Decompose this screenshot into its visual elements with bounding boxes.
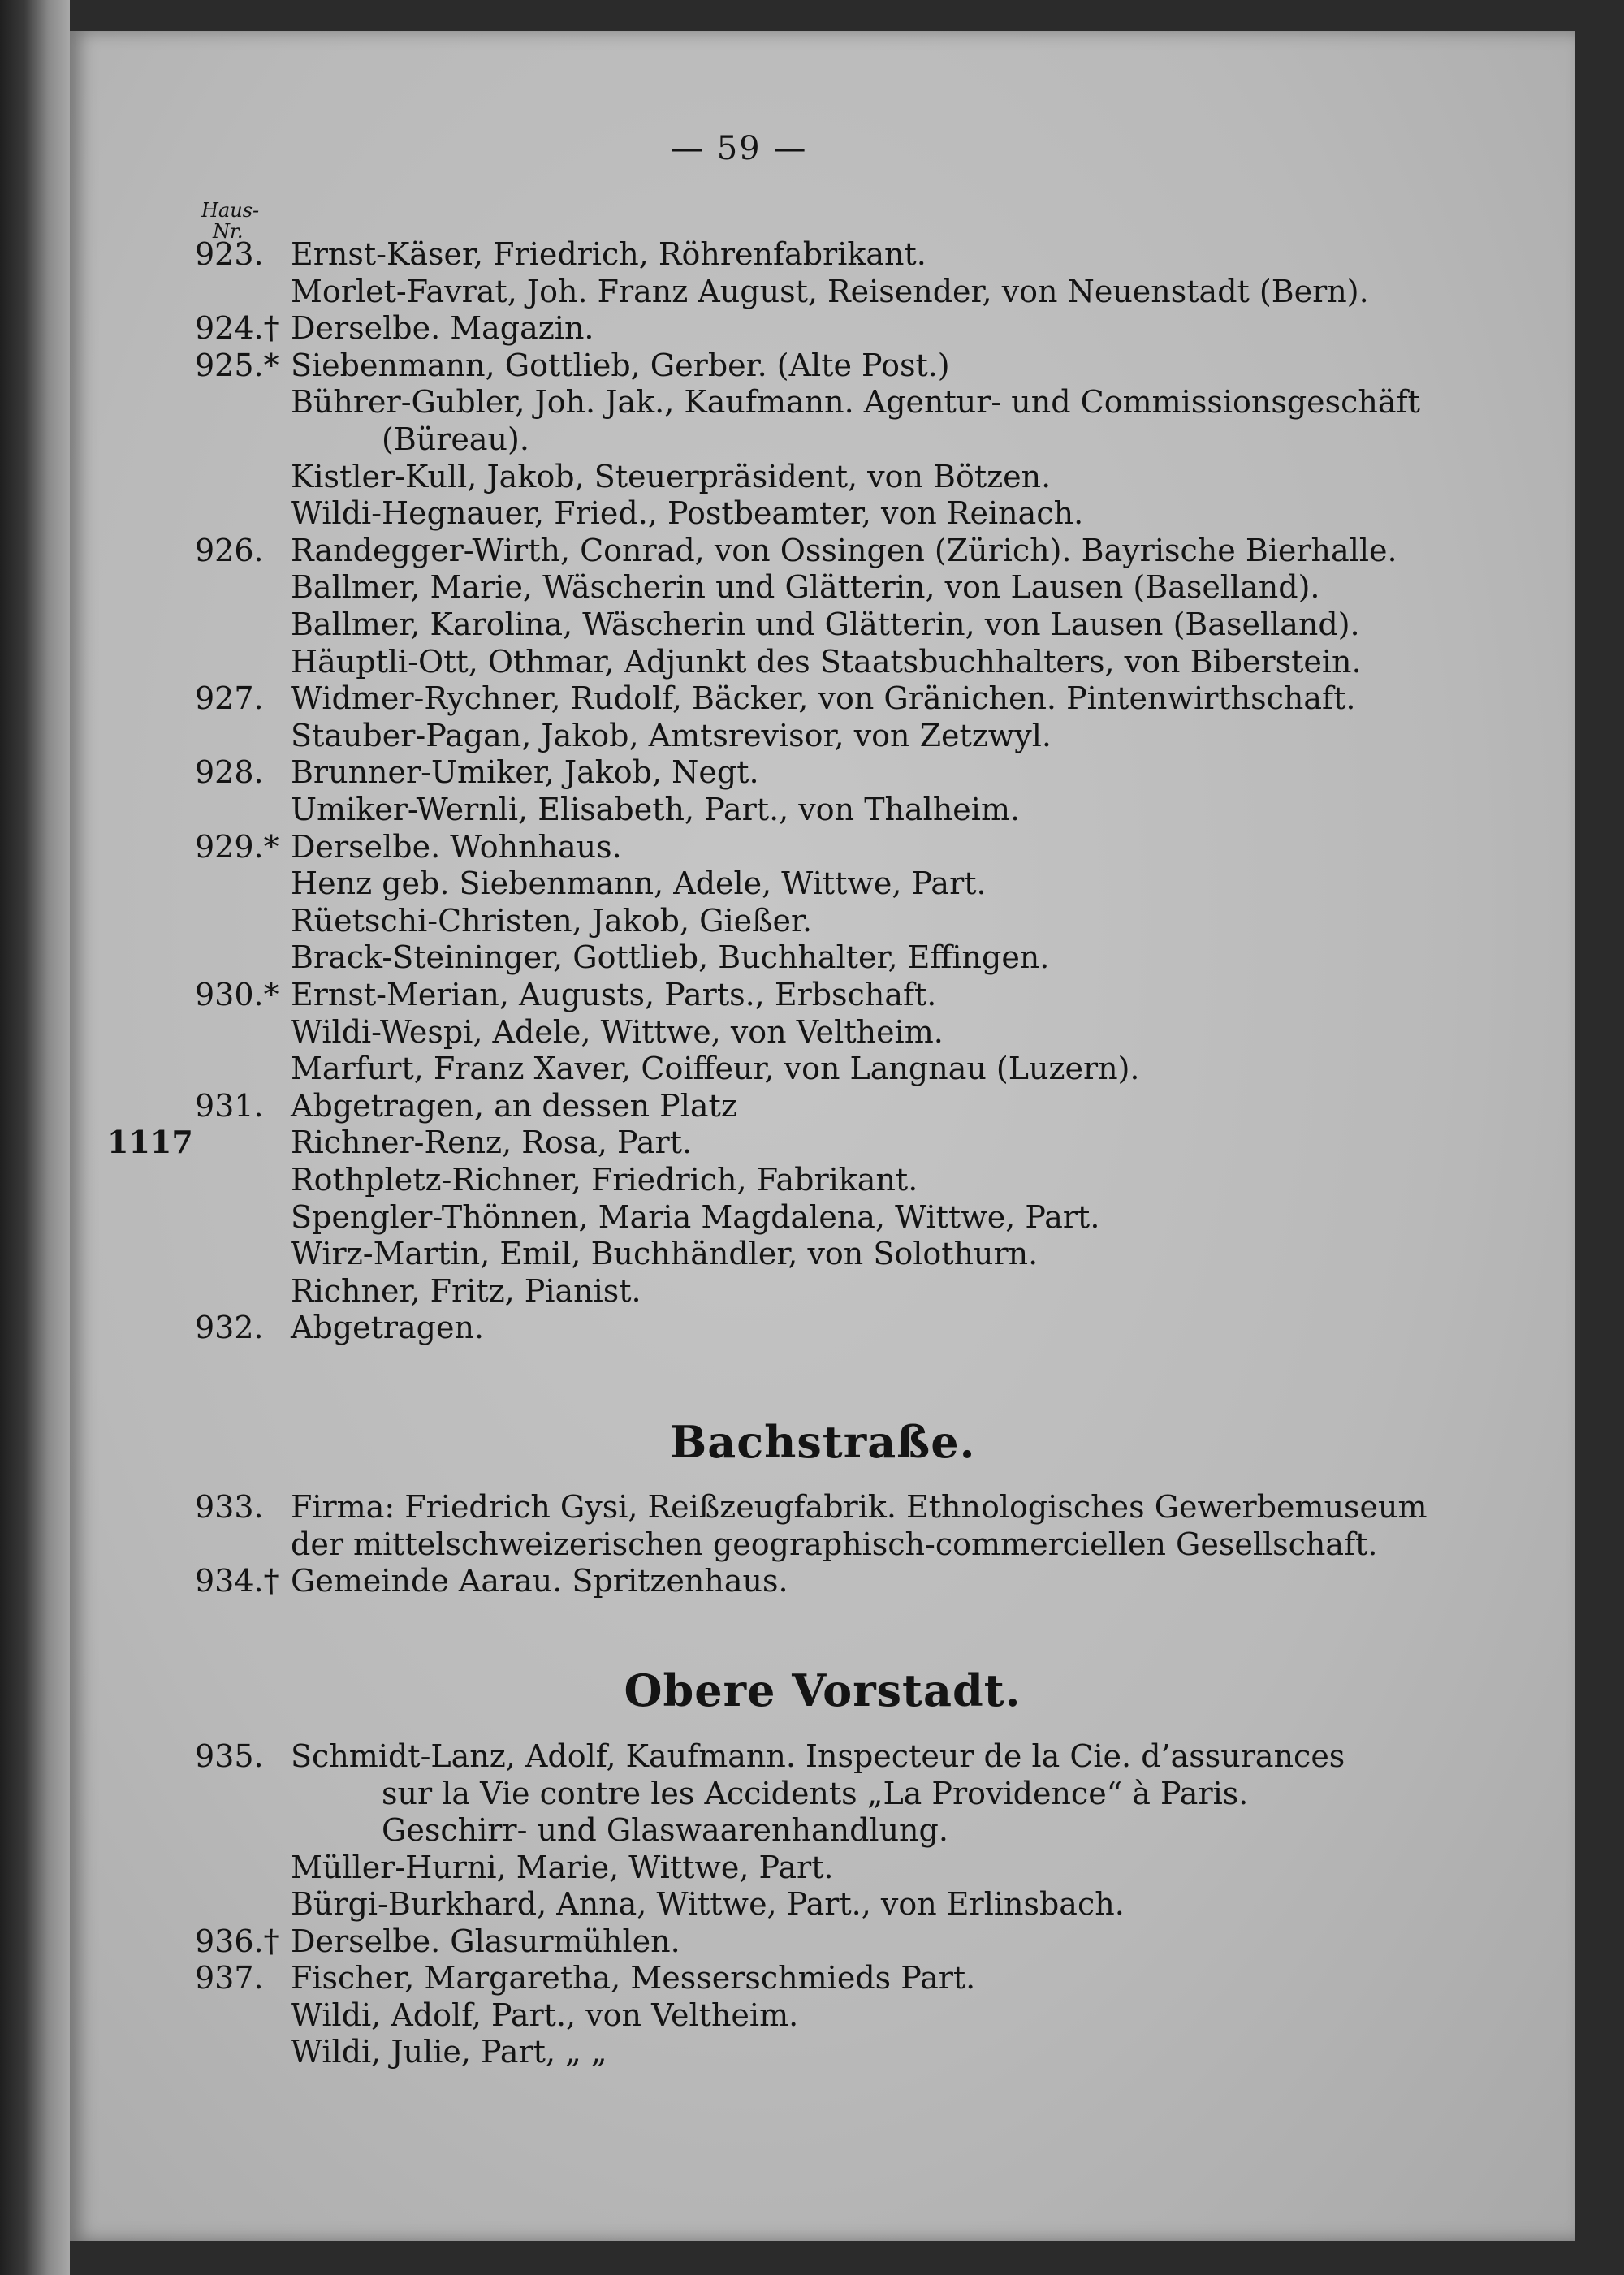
entry-text: Bürgi-Burkhard, Anna, Wittwe, Part., von Erlinsbach. (291, 1886, 1125, 1922)
house-number: 926. (195, 532, 264, 568)
list-item (70, 828, 1575, 866)
entry-text: Wildi-Wespi, Adele, Wittwe, von Veltheim. (291, 1013, 944, 1050)
house-number: 930.* (195, 977, 279, 1012)
entry-text: Rüetschi-Christen, Jakob, Gießer. (291, 902, 813, 939)
list-item (70, 1235, 1575, 1272)
list-item (70, 1738, 1575, 1775)
entry-text: der mittelschweizerischen geographisch-commerciellen Gesellschaft. (291, 1526, 1378, 1562)
house-number: 925.* (195, 347, 279, 383)
entry-text: Fischer, Margaretha, Messerschmieds Part. (291, 1960, 976, 1996)
list-item (70, 791, 1575, 828)
entry-text: Gemeinde Aarau. Spritzenhaus. (291, 1563, 788, 1599)
column-label-line-2: Nr. (213, 220, 244, 243)
list-item (70, 1272, 1575, 1310)
entry-text: Derselbe. Wohnhaus. (291, 828, 622, 865)
list-item (70, 1997, 1575, 2034)
list-item (70, 1849, 1575, 1886)
list-item (70, 532, 1575, 569)
house-number: 933. (195, 1489, 264, 1525)
list-item (70, 753, 1575, 791)
list-item (70, 568, 1575, 606)
entry-text: Abgetragen. (291, 1310, 485, 1346)
list-item (70, 680, 1575, 717)
list-item (70, 939, 1575, 976)
list-item (70, 1811, 1575, 1849)
entry-text: Wildi, Adolf, Part., von Veltheim. (291, 1997, 799, 2033)
entry-text: (Büreau). (382, 421, 529, 457)
entry-text: Ballmer, Marie, Wäscherin und Glätterin, von Lausen (Baselland). (291, 569, 1320, 606)
entry-text: Bührer-Gubler, Joh. Jak., Kaufmann. Agentur- und Commissionsgeschäft (291, 384, 1420, 421)
house-number: 935. (195, 1738, 264, 1774)
list-item (70, 1775, 1575, 1812)
house-number: 936.† (195, 1923, 279, 1959)
list-item (70, 717, 1575, 754)
entry-text: Richner-Renz, Rosa, Part. (291, 1125, 693, 1161)
section-heading-bachstrasse: Bachstraße. (669, 1416, 976, 1468)
list-item (70, 1050, 1575, 1087)
entry-text: Wirz-Martin, Emil, Buchhändler, von Solothurn. (291, 1236, 1039, 1272)
book-binding (0, 0, 70, 2275)
list-item (70, 383, 1575, 421)
list-item (70, 1087, 1575, 1125)
list-item (70, 273, 1575, 310)
list-item (70, 458, 1575, 495)
entry-text: Randegger-Wirth, Conrad, von Ossingen (Zürich). Bayrische Bierhalle. (291, 532, 1397, 568)
entry-text: Brunner-Umiker, Jakob, Negt. (291, 754, 759, 791)
entry-text: sur la Vie contre les Accidents „La Providence“ à Paris. (382, 1775, 1249, 1811)
list-item (70, 1161, 1575, 1198)
entry-text: Henz geb. Siebenmann, Adele, Wittwe, Part. (291, 866, 987, 902)
house-number: 932. (195, 1310, 264, 1346)
entry-text: Siebenmann, Gottlieb, Gerber. (Alte Post.) (291, 347, 950, 383)
margin-number: 1117 (107, 1124, 193, 1161)
entry-text: Marfurt, Franz Xaver, Coiffeur, von Langnau (Luzern). (291, 1051, 1140, 1087)
entry-text: Derselbe. Glasurmühlen. (291, 1923, 680, 1959)
list-item (70, 1013, 1575, 1051)
entry-text: Schmidt-Lanz, Adolf, Kaufmann. Inspecteur de la Cie. d’assurances (291, 1738, 1345, 1774)
entry-text: Widmer-Rychner, Rudolf, Bäcker, von Gränichen. Pintenwirthschaft. (291, 680, 1356, 717)
entry-text: Morlet-Favrat, Joh. Franz August, Reisender, von Neuenstadt (Bern). (291, 273, 1369, 309)
entry-text: Wildi, Julie, Part, „ „ (291, 2034, 607, 2070)
entry-text: Abgetragen, an dessen Platz (291, 1087, 737, 1124)
house-number: 927. (195, 680, 264, 717)
entry-text: Ballmer, Karolina, Wäscherin und Glätterin, von Lausen (Baselland). (291, 607, 1360, 642)
entry-text: Ernst-Merian, Augusts, Parts., Erbschaft. (291, 977, 937, 1012)
list-item (70, 235, 1575, 273)
entry-text: Geschirr- und Glaswaarenhandlung. (382, 1812, 948, 1848)
list-item (70, 1198, 1575, 1236)
entry-text: Firma: Friedrich Gysi, Reißzeugfabrik. Ethnologisches Gewerbemuseum (291, 1489, 1427, 1525)
entry-text: Rothpletz-Richner, Friedrich, Fabrikant. (291, 1162, 918, 1198)
list-item (70, 1562, 1575, 1599)
house-number: 929.* (195, 828, 279, 865)
entry-text: Richner, Fritz, Pianist. (291, 1272, 641, 1309)
entry-text: Häuptli-Ott, Othmar, Adjunkt des Staatsbuchhalters, von Biberstein. (291, 643, 1362, 680)
house-number: 934.† (195, 1563, 279, 1599)
list-item (70, 1526, 1575, 1563)
list-item (70, 2033, 1575, 2070)
list-item (70, 1923, 1575, 1960)
list-item (70, 902, 1575, 939)
column-label-line-1: Haus- (201, 199, 260, 222)
house-number: 924.† (195, 310, 279, 347)
list-item (70, 494, 1575, 532)
entry-text: Kistler-Kull, Jakob, Steuerpräsident, von Bötzen. (291, 458, 1052, 494)
house-number: 923. (195, 236, 264, 272)
list-item (70, 1124, 1575, 1161)
list-item (70, 1885, 1575, 1923)
entry-text: Müller-Hurni, Marie, Wittwe, Part. (291, 1849, 834, 1885)
section-heading-obere-vorstadt: Obere Vorstadt. (624, 1664, 1021, 1716)
entry-text: Wildi-Hegnauer, Fried., Postbeamter, von Reinach. (291, 495, 1084, 532)
list-item (70, 347, 1575, 384)
house-number: 928. (195, 754, 264, 791)
entry-text: Ernst-Käser, Friedrich, Röhrenfabrikant. (291, 236, 926, 272)
list-item (70, 1488, 1575, 1526)
house-number: 937. (195, 1960, 264, 1996)
entry-text: Derselbe. Magazin. (291, 310, 594, 347)
list-item (70, 976, 1575, 1013)
list-item (70, 606, 1575, 643)
entry-text: Brack-Steininger, Gottlieb, Buchhalter, Effingen. (291, 939, 1050, 976)
list-item (70, 1309, 1575, 1346)
list-item (70, 309, 1575, 347)
entry-text: Umiker-Wernli, Elisabeth, Part., von Thalheim. (291, 792, 1021, 827)
entry-text: Spengler-Thönnen, Maria Magdalena, Wittwe, Part. (291, 1198, 1100, 1235)
list-item (70, 421, 1575, 458)
list-item (70, 1959, 1575, 1997)
page-number: — 59 — (671, 130, 808, 167)
entry-text: Stauber-Pagan, Jakob, Amtsrevisor, von Zetzwyl. (291, 717, 1052, 753)
house-number: 931. (195, 1087, 264, 1124)
list-item (70, 643, 1575, 680)
document-page (70, 31, 1575, 2241)
list-item (70, 865, 1575, 902)
